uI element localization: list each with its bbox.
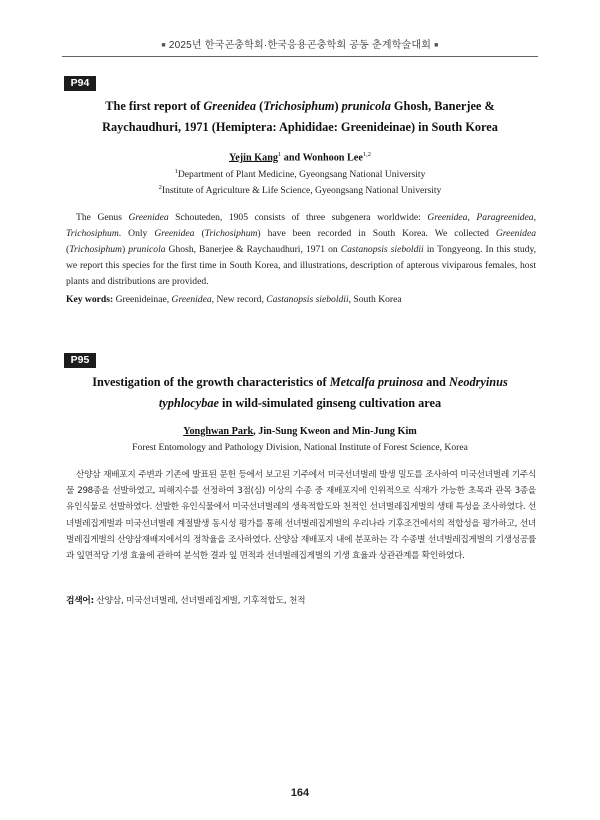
- text-run: ) have been recorded in South Korea. We collected: [257, 228, 496, 240]
- text-run: , South Korea: [348, 294, 402, 305]
- p95-title: [66, 372, 534, 414]
- italic-run: prunicola: [341, 99, 391, 113]
- text-run: and: [423, 375, 449, 389]
- p94-presenting-author: Yejin Kang: [229, 152, 278, 164]
- italic-run: Trichosiphum: [204, 228, 258, 240]
- page-number: 164: [290, 787, 310, 799]
- text-run: ,: [533, 212, 537, 223]
- text-run: in wild-simulated ginseng cultivation area: [218, 396, 442, 410]
- p95-authors: [66, 426, 534, 437]
- text-run: . Only: [118, 228, 155, 240]
- italic-run: Metcalfa pruinosa: [329, 375, 423, 389]
- italic-run: Greenidea: [495, 228, 536, 240]
- text-run: Schouteden, 1905 consists of three subgenera worldwide:: [168, 212, 428, 223]
- italic-run: Greenidea: [128, 212, 169, 223]
- italic-run: Greenidea: [154, 228, 195, 240]
- text-run: The first report of: [105, 99, 204, 113]
- p95-keywords-values: 산양삼, 미국선녀벌레, 선녀벌레집게벌, 기후적합도, 천적: [93, 596, 306, 606]
- italic-run: Greenidea: [203, 99, 257, 113]
- text-run: Investigation of the growth characteristics of: [92, 375, 330, 389]
- p94-keywords-label: Key words:: [66, 294, 114, 305]
- p94-affiliation-1: $^1$Department of Plant Medicine, Gyeongsang National University: [174, 168, 426, 181]
- poster-tag-p94: P94: [64, 76, 96, 91]
- text-run: in Tongyeong. In this study, we report this species for the first time in South Korea, and illustrations, description of apterous viviparous females, host plants and distributions are provided.: [66, 244, 537, 288]
- italic-run: Castanopsis sieboldii: [340, 244, 424, 256]
- text-run: , New record,: [211, 294, 267, 305]
- p94-affiliation-2: $^2$Institute of Agriculture & Life Science, Gyeongsang National University: [158, 184, 442, 197]
- p94-authors: Yejin Kang$^1$ and Wonhoon Lee$^{1,2}$: [229, 151, 371, 164]
- p94-keywords-values: [113, 294, 401, 305]
- text-run: ,: [467, 212, 477, 223]
- p95-keywords: [66, 594, 536, 606]
- p94-abstract: [66, 210, 536, 290]
- header-divider: [62, 56, 538, 57]
- poster-tag-p95: P95: [64, 353, 96, 368]
- text-run: Greenideinae,: [113, 294, 172, 305]
- conference-title: 2025년 한국곤충학회·한국응용곤충학회 공동 춘계학술대회: [168, 40, 432, 51]
- text-run: Ghosh, Banerjee & Raychaudhuri, 1971 (Hemiptera: Aphididae: Greenideinae) in South Korea: [102, 99, 498, 134]
- p94-affiliations: [66, 165, 534, 198]
- conference-header: [0, 36, 600, 51]
- text-run: ): [334, 99, 342, 113]
- p94-title: [66, 96, 534, 138]
- p95-coauthors: , Jin-Sung Kweon and Min-Jung Kim: [253, 426, 417, 437]
- text-run: (: [256, 99, 264, 113]
- header-bullet-left: ■: [161, 42, 166, 49]
- italic-run: Castanopsis sieboldii: [266, 294, 349, 305]
- text-run: ): [121, 244, 129, 256]
- text-run: The Genus: [76, 212, 129, 223]
- text-run: Ghosh, Banerjee & Raychaudhuri, 1971 on: [165, 244, 341, 256]
- italic-run: Trichosiphum: [66, 228, 119, 240]
- text-run: (: [66, 244, 70, 256]
- p94-keywords: [66, 294, 536, 305]
- text-run: (: [194, 228, 205, 240]
- italic-run: Neodryinus typhlocybae: [158, 375, 508, 410]
- p95-keywords-label: 검색어:: [66, 596, 94, 606]
- p94-coauthor: Wonhoon Lee: [302, 152, 363, 164]
- italic-run: Trichosiphum: [263, 99, 335, 113]
- p95-presenting-author: Yonghwan Park: [183, 426, 254, 437]
- italic-run: Trichosiphum: [69, 244, 122, 256]
- italic-run: Greenidea: [171, 294, 212, 305]
- header-bullet-right: ■: [434, 42, 439, 49]
- italic-run: Greenidea: [427, 212, 468, 223]
- p95-abstract: 산양삼 재배포지 주변과 기존에 발표된 문헌 등에서 보고된 기주에서 미국선녀벌레 발생 밀도를 조사하여 미국선녀벌레 기주식물 298종을 선발하였고, 피해지수를 선정하여 3점(심) 이상의 수종 중 재배포지에 인위적으로 식재가 가능한 초목과 관목 3종을 유인식물로 선발하였다. 선발한 유인식물에서 미국선녀벌레의 생육적합도와 천적인 선녀벌레집게벌의 생태 특성을 조사하였다. 선녀벌레집게벌과 미국선녀벌레 계절발생 동시성 평가를 통해 선녀벌레집게벌의 우리나라 기후조건에서의 적합성을 평가하고, 선녀벌레집게벌의 산양삼재배지에서의 정착율을 조사하였다. 산양삼 재배포지 내에 분포하는 각 수종별 선녀벌레집게벌의 기생성공률과 잎면적당 기생 효율에 관하여 분석한 결과 잎 면적과 선녀벌레집게벌의 기생 효율과 상관관계를 확인하였다.: [66, 470, 536, 562]
- italic-run: Paragreenidea: [476, 212, 534, 223]
- p95-affiliation: Forest Entomology and Pathology Division, National Institute of Forest Science, Korea: [132, 442, 468, 453]
- italic-run: prunicola: [128, 244, 166, 256]
